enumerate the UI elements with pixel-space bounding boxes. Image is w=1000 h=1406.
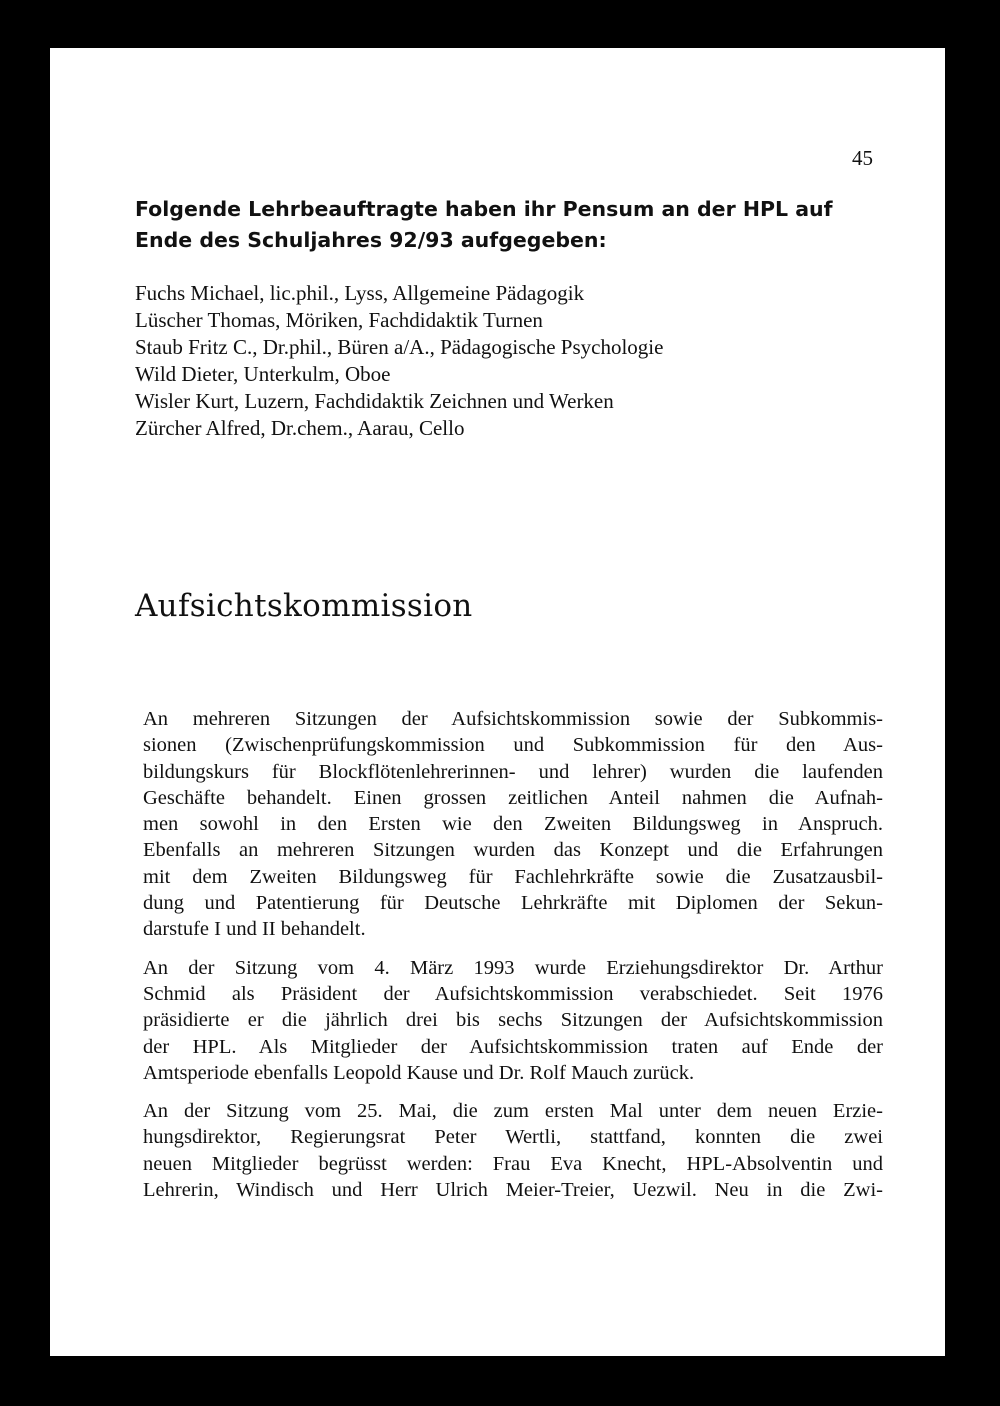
text-line: Ebenfalls an mehreren Sitzungen wurden das Konzept und die Erfahrungen xyxy=(143,839,883,862)
text-line: An der Sitzung vom 4. März 1993 wurde Erziehungsdirektor Dr. Arthur xyxy=(143,956,883,979)
list-item: Fuchs Michael, lic.phil., Lyss, Allgemeine Pädagogik xyxy=(135,281,585,305)
list-item: Lüscher Thomas, Möriken, Fachdidaktik Turnen xyxy=(135,308,543,332)
text-line: men sowohl in den Ersten wie den Zweiten Bildungsweg in Anspruch. xyxy=(143,813,883,836)
departures-list xyxy=(135,280,855,442)
list-item: Zürcher Alfred, Dr.chem., Aarau, Cello xyxy=(135,416,465,440)
body-text xyxy=(143,706,883,1215)
text-line: bildungskurs für Blockflötenlehrerinnen- und lehrer) wurden die laufenden xyxy=(143,760,883,783)
text-line: Schmid als Präsident der Aufsichtskommission verabschiedet. Seit 1976 xyxy=(143,982,883,1005)
text-line: der HPL. Als Mitglieder der Aufsichtskommission traten auf Ende der xyxy=(143,1035,883,1058)
heading-line: Folgende Lehrbeauftragte haben ihr Pensum an der HPL auf xyxy=(135,197,833,221)
text-line: mit dem Zweiten Bildungsweg für Fachlehrkräfte sowie die Zusatzausbil- xyxy=(143,865,883,888)
paragraph xyxy=(143,955,883,1086)
paragraph xyxy=(143,1098,883,1203)
text-line: dung und Patentierung für Deutsche Lehrkräfte mit Diplomen der Sekun- xyxy=(143,892,883,915)
text-line: präsidierte er die jährlich drei bis sechs Sitzungen der Aufsichtskommission xyxy=(143,1009,883,1032)
text-line: sionen (Zwischenprüfungskommission und Subkommission für den Aus- xyxy=(143,734,883,757)
list-item: Wisler Kurt, Luzern, Fachdidaktik Zeichnen und Werken xyxy=(135,389,614,413)
text-line: An der Sitzung vom 25. Mai, die zum ersten Mal unter dem neuen Erzie- xyxy=(143,1100,883,1123)
text-line: Lehrerin, Windisch und Herr Ulrich Meier-Treier, Uezwil. Neu in die Zwi- xyxy=(143,1179,883,1202)
text-line: Geschäfte behandelt. Einen grossen zeitlichen Anteil nahmen die Aufnah- xyxy=(143,786,883,809)
list-item: Staub Fritz C., Dr.phil., Büren a/A., Pädagogische Psychologie xyxy=(135,335,664,359)
text-line: neuen Mitglieder begrüsst werden: Frau Eva Knecht, HPL-Absolventin und xyxy=(143,1152,883,1175)
section-title: Aufsichtskommission xyxy=(135,588,473,624)
departures-heading xyxy=(135,194,855,256)
heading-line: Ende des Schuljahres 92/93 aufgegeben: xyxy=(135,228,607,252)
text-line: An mehreren Sitzungen der Aufsichtskommission sowie der Subkommis- xyxy=(143,708,883,730)
list-item: Wild Dieter, Unterkulm, Oboe xyxy=(135,362,391,386)
text-line: darstufe I und II behandelt. xyxy=(143,918,366,941)
paragraph xyxy=(143,706,883,943)
text-line: hungsdirektor, Regierungsrat Peter Wertli, stattfand, konnten die zwei xyxy=(143,1126,883,1149)
text-line: Amtsperiode ebenfalls Leopold Kause und Dr. Rolf Mauch zurück. xyxy=(143,1061,695,1084)
page-number: 45 xyxy=(852,146,873,170)
